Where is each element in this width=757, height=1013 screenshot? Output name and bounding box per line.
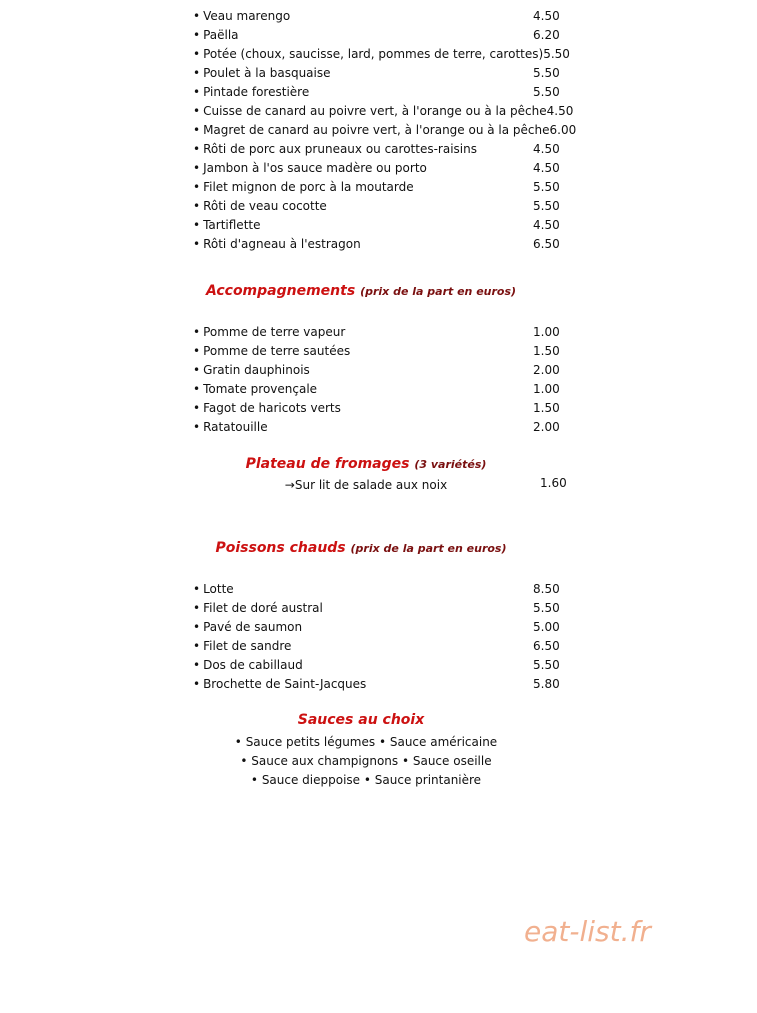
item-price: 5.50 (533, 85, 560, 99)
poisson-row (193, 580, 573, 599)
bullet-icon: • (193, 601, 201, 615)
item-name (193, 7, 533, 26)
sauce-line-1: • Sauce petits légumes • Sauce américaine (234, 735, 498, 749)
item-label: Fagot de haricots verts (203, 401, 341, 415)
item-name (193, 399, 533, 418)
plat-row (193, 178, 573, 197)
poisson-row (193, 656, 573, 675)
item-name (193, 342, 533, 361)
bullet-icon: • (193, 123, 201, 137)
bullet-icon: • (193, 677, 201, 691)
item-price: 2.00 (533, 420, 560, 434)
item-name (193, 83, 533, 102)
item-name (193, 580, 533, 599)
plat-row (193, 102, 573, 121)
fromages-title: Plateau de fromages (245, 456, 410, 472)
item-label: Rôti de veau cocotte (203, 199, 327, 213)
item-name (193, 140, 533, 159)
item-price: 1.50 (533, 344, 560, 358)
item-price: 2.00 (533, 363, 560, 377)
item-price: 4.50 (533, 161, 560, 175)
item-label: Filet de sandre (203, 639, 292, 653)
plat-row (193, 64, 573, 83)
item-label: Pintade forestière (203, 85, 310, 99)
poisson-row (193, 675, 573, 694)
poissons-note: (prix de la part en euros) (350, 542, 507, 555)
item-price: 6.00 (549, 123, 577, 137)
bullet-icon: • (193, 161, 201, 175)
accompagnement-row (193, 342, 573, 361)
item-price: 1.00 (533, 382, 560, 396)
item-name (193, 26, 533, 45)
item-name (193, 64, 533, 83)
bullet-icon: • (193, 66, 201, 80)
fromages-line: →Sur lit de salade aux noix (284, 478, 448, 492)
item-name (193, 121, 550, 140)
item-label: Poulet à la basquaise (203, 66, 331, 80)
bullet-icon: • (193, 325, 201, 339)
poissons-list (193, 580, 573, 694)
accompagnement-row (193, 380, 573, 399)
item-price: 6.20 (533, 28, 560, 42)
item-name (193, 323, 533, 342)
bullet-icon: • (193, 401, 201, 415)
item-price: 5.50 (533, 199, 560, 213)
plat-row (193, 235, 573, 254)
plat-row (193, 159, 573, 178)
accompagnements-heading (193, 281, 529, 302)
item-label: Tartiflette (203, 218, 261, 232)
poisson-row (193, 618, 573, 637)
accompagnement-row (193, 323, 573, 342)
fromages-price: 1.60 (540, 476, 567, 490)
poissons-title: Poissons chauds (215, 540, 346, 556)
item-name (193, 197, 533, 216)
bullet-icon: • (193, 9, 201, 23)
item-name (193, 361, 533, 380)
plat-row (193, 140, 573, 159)
accompagnements-list (193, 323, 573, 437)
bullet-icon: • (193, 363, 201, 377)
item-name (193, 599, 533, 618)
plat-row (193, 121, 577, 140)
bullet-icon: • (193, 639, 201, 653)
item-label: Ratatouille (203, 420, 268, 434)
item-name (193, 216, 533, 235)
bullet-icon: • (193, 47, 201, 61)
item-price: 6.50 (533, 639, 560, 653)
bullet-icon: • (193, 420, 201, 434)
item-label: Brochette de Saint-Jacques (203, 677, 367, 691)
item-label: Cuisse de canard au poivre vert, à l'orange ou à la pêche (203, 104, 547, 118)
item-price: 5.80 (533, 677, 560, 691)
plats-list (193, 7, 577, 254)
bullet-icon: • (193, 344, 201, 358)
item-price: 5.50 (533, 66, 560, 80)
item-label: Jambon à l'os sauce madère ou porto (203, 161, 427, 175)
item-label: Rôti de porc aux pruneaux ou carottes-raisins (203, 142, 477, 156)
item-label: Gratin dauphinois (203, 363, 310, 377)
poissons-heading (193, 538, 529, 559)
fromages-heading (193, 454, 539, 475)
item-name (193, 418, 533, 437)
bullet-icon: • (193, 85, 201, 99)
item-name (193, 637, 533, 656)
watermark-logo: eat-list.fr (524, 915, 651, 948)
accompagnement-row (193, 361, 573, 380)
item-label: Pomme de terre sautées (203, 344, 351, 358)
sauce-line-2: • Sauce aux champignons • Sauce oseille (240, 754, 492, 768)
bullet-icon: • (193, 199, 201, 213)
bullet-icon: • (193, 582, 201, 596)
item-name (193, 102, 547, 121)
accompagnements-title: Accompagnements (205, 283, 356, 299)
item-label: Veau marengo (203, 9, 291, 23)
item-price: 5.50 (533, 180, 560, 194)
item-label: Potée (choux, saucisse, lard, pommes de terre, carottes) (203, 47, 544, 61)
item-price: 4.50 (533, 142, 560, 156)
plat-row (193, 197, 573, 216)
item-label: Magret de canard au poivre vert, à l'orange ou à la pêche (203, 123, 550, 137)
plat-row (193, 216, 573, 235)
plat-row (193, 45, 573, 64)
item-name (193, 159, 533, 178)
item-price: 8.50 (533, 582, 560, 596)
item-name (193, 178, 533, 197)
fromages-note: (3 variétés) (414, 458, 487, 471)
item-name (193, 656, 533, 675)
accompagnement-row (193, 418, 573, 437)
plat-row (193, 26, 573, 45)
sauces-heading (193, 710, 529, 730)
item-name (193, 45, 543, 64)
item-price: 5.50 (543, 47, 570, 61)
bullet-icon: • (193, 382, 201, 396)
item-price: 5.00 (533, 620, 560, 634)
item-label: Tomate provençale (203, 382, 318, 396)
item-label: Lotte (203, 582, 234, 596)
item-price: 5.50 (533, 658, 560, 672)
bullet-icon: • (193, 142, 201, 156)
plat-row (193, 83, 573, 102)
accompagnements-note: (prix de la part en euros) (360, 285, 517, 298)
item-name (193, 380, 533, 399)
item-price: 5.50 (533, 601, 560, 615)
item-price: 4.50 (533, 218, 560, 232)
bullet-icon: • (193, 620, 201, 634)
item-label: Dos de cabillaud (203, 658, 303, 672)
poisson-row (193, 637, 573, 656)
item-label: Filet de doré austral (203, 601, 323, 615)
bullet-icon: • (193, 28, 201, 42)
poisson-row (193, 599, 573, 618)
item-name (193, 235, 533, 254)
item-price: 4.50 (546, 104, 574, 118)
accompagnement-row (193, 399, 573, 418)
bullet-icon: • (193, 218, 201, 232)
bullet-icon: • (193, 104, 201, 118)
bullet-icon: • (193, 658, 201, 672)
bullet-icon: • (193, 180, 201, 194)
item-label: Pavé de saumon (203, 620, 303, 634)
item-label: Pomme de terre vapeur (203, 325, 346, 339)
item-label: Paëlla (203, 28, 239, 42)
sauces-title: Sauces au choix (297, 712, 425, 728)
item-price: 6.50 (533, 237, 560, 251)
item-name (193, 618, 533, 637)
item-name (193, 675, 533, 694)
item-label: Rôti d'agneau à l'estragon (203, 237, 361, 251)
sauce-line-3: • Sauce dieppoise • Sauce printanière (250, 773, 482, 787)
item-label: Filet mignon de porc à la moutarde (203, 180, 414, 194)
item-price: 1.00 (533, 325, 560, 339)
plat-row (193, 7, 573, 26)
bullet-icon: • (193, 237, 201, 251)
item-price: 1.50 (533, 401, 560, 415)
item-price: 4.50 (533, 9, 560, 23)
